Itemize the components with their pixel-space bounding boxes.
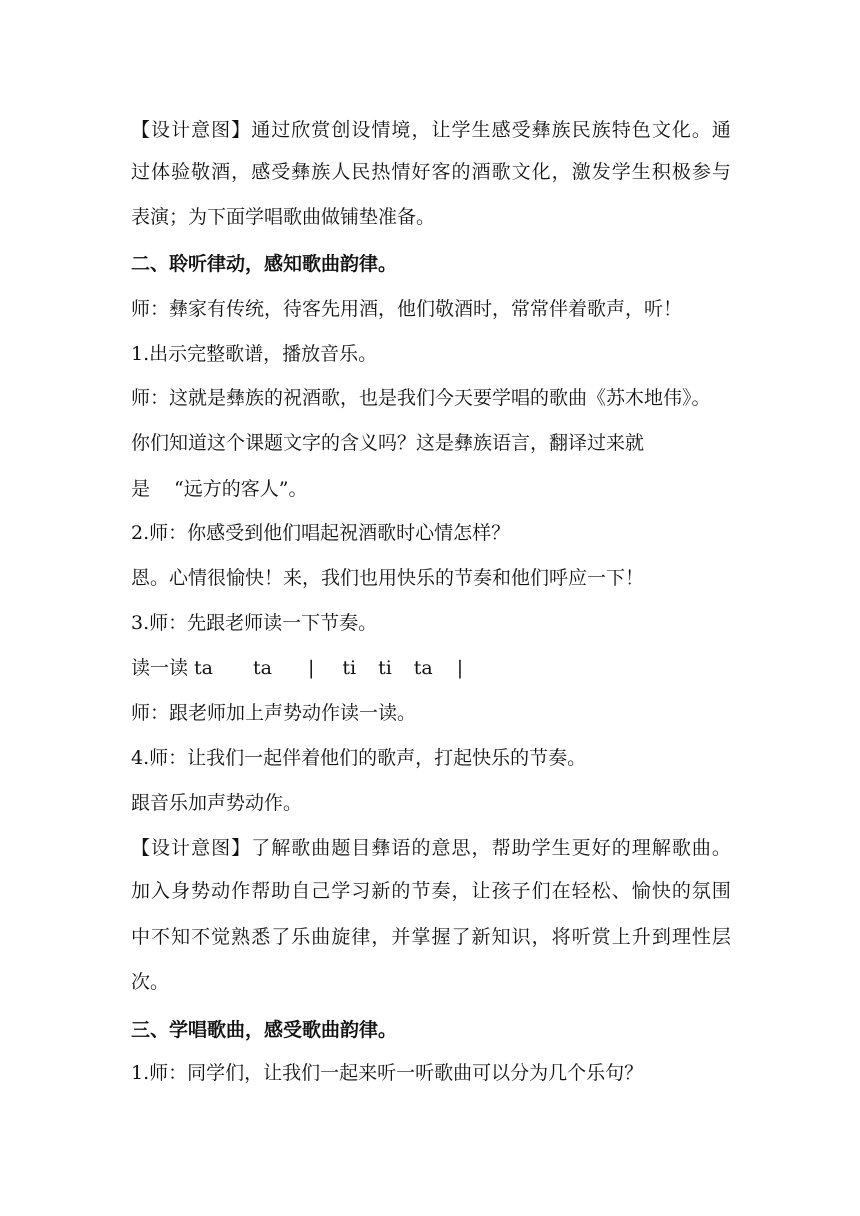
- rhythm-reading-line: [131, 656, 463, 680]
- design-intent-2-line-1: 【 设 计 意 图 】 了 解 歌 曲 题 目 彝 语 的 意 思 ， 帮 助 学 生 更 好 的 理 解 歌 曲 。: [131, 837, 731, 859]
- rhythm-barline: |: [307, 657, 315, 679]
- paragraph-line: 你们知道这个课题文字的含义吗？这是彝族语言，翻译过来就: [131, 432, 645, 454]
- paragraph-line: 2.师：你感受到他们唱起祝酒歌时心情怎样？: [131, 522, 511, 544]
- paragraph-line: 师：彝家有传统，待客先用酒，他们敬酒时，常常伴着歌声，听！: [131, 298, 683, 320]
- rhythm-syllable: ti: [378, 657, 392, 679]
- rhythm-barline: |: [456, 657, 464, 679]
- design-intent-1-line-2: 过 体 验 敬 酒 ， 感 受 彝 族 人 民 热 情 好 客 的 酒 歌 文 化 ， 激 发 学 生 积 极 参 与: [131, 161, 731, 183]
- paragraph-line: 1.出示完整歌谱，播放音乐。: [131, 343, 378, 365]
- rhythm-prefix: 读一读: [131, 657, 189, 679]
- paragraph-line: 1.师：同学们，让我们一起来听一听歌曲可以分为几个乐句？: [131, 1062, 644, 1084]
- design-intent-2-line-4: 次。: [131, 971, 170, 993]
- paragraph-line: 4.师：让我们一起伴着他们的歌声，打起快乐的节奏。: [131, 747, 587, 769]
- paragraph-line: 师：这就是彝族的祝酒歌，也是我们今天要学唱的歌曲《苏木地伟》。: [131, 387, 711, 409]
- design-intent-2-line-3: 中 不 知 不 觉 熟 悉 了 乐 曲 旋 律 ， 并 掌 握 了 新 知 识 ， 将 听 赏 上 升 到 理 性 层: [131, 926, 731, 948]
- rhythm-syllable: ta: [194, 657, 213, 679]
- design-intent-1-line-1: 【 设 计 意 图 】 通 过 欣 赏 创 设 情 境 ， 让 学 生 感 受 彝 族 民 族 特 色 文 化 。 通: [131, 119, 731, 141]
- rhythm-syllable: ta: [252, 657, 272, 679]
- paragraph-line: 恩。心情很愉快！来，我们也用快乐的节奏和他们呼应一下！: [131, 567, 645, 589]
- section-heading-3: 三、学唱歌曲，感受歌曲韵律。: [131, 1019, 398, 1041]
- paragraph-line: 3.师：先跟老师读一下节奏。: [131, 612, 378, 634]
- paragraph-line: 师：跟老师加上声势动作读一读。: [131, 702, 417, 724]
- paragraph-line: 是 “远方的客人”。: [131, 478, 308, 500]
- rhythm-syllable: ti: [342, 657, 357, 679]
- design-intent-1-line-3: 表演；为下面学唱歌曲做铺垫准备。: [131, 206, 436, 228]
- paragraph-line: 跟音乐加声势动作。: [131, 792, 303, 814]
- design-intent-2-line-2: 加 入 身 势 动 作 帮 助 自 己 学 习 新 的 节 奏 ， 让 孩 子 们 在 轻 松 、 愉 快 的 氛 围: [131, 880, 731, 902]
- rhythm-syllable: ta: [413, 657, 433, 679]
- section-heading-2: 二、聆听律动，感知歌曲韵律。: [131, 253, 398, 275]
